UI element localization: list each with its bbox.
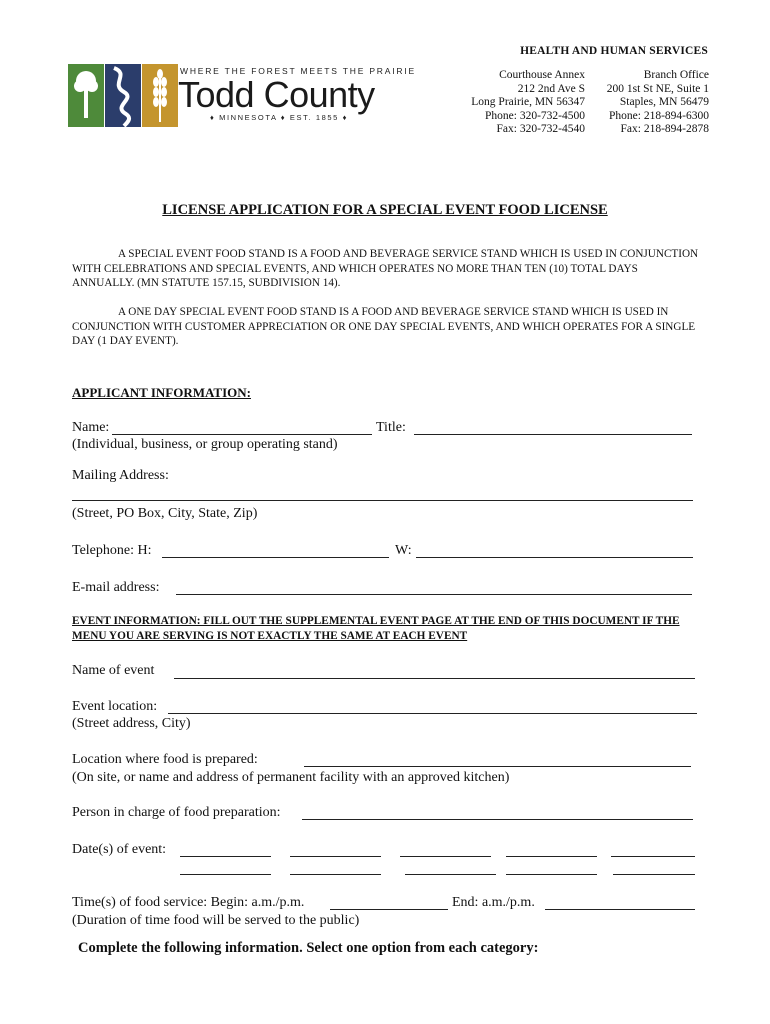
event-date-field[interactable] (613, 874, 695, 875)
courthouse-line: Phone: 320-732-4500 (485, 109, 585, 122)
courthouse-address (430, 69, 585, 137)
name-label: Name: (72, 420, 110, 435)
event-location-label: Event location: (72, 699, 158, 714)
branch-line: 200 1st St NE, Suite 1 (606, 82, 709, 95)
email-field[interactable] (176, 594, 692, 595)
title-field[interactable] (414, 434, 692, 435)
mailing-hint: (Street, PO Box, City, State, Zip) (72, 506, 258, 521)
event-location-hint: (Street address, City) (72, 716, 191, 731)
intro-text: A ONE DAY SPECIAL EVENT FOOD STAND IS A FOOD AND BEVERAGE SERVICE STAND WHICH IS USED IN CONJUNCTION WITH CUSTOMER APPRECIATION OR ONE DAY SPECIAL EVENTS, AND WHICH OPERATES FOR A SINGLE DAY (1 DAY EVENT). (72, 306, 696, 348)
event-date-field[interactable] (290, 856, 381, 857)
event-name-label: Name of event (72, 663, 155, 678)
event-date-field[interactable] (611, 856, 695, 857)
intro-paragraph-2 (72, 305, 702, 349)
time-begin-label: Time(s) of food service: Begin: a.m./p.m. (72, 895, 305, 910)
courthouse-line: Long Prairie, MN 56347 (471, 96, 585, 108)
time-hint: (Duration of time food will be served to the public) (72, 913, 360, 928)
title-label: Title: (376, 420, 406, 435)
mailing-address-field[interactable] (72, 500, 693, 501)
event-date-field[interactable] (180, 874, 271, 875)
event-date-field[interactable] (180, 856, 271, 857)
document-title: LICENSE APPLICATION FOR A SPECIAL EVENT FOOD LICENSE (162, 202, 608, 218)
event-date-field[interactable] (506, 856, 597, 857)
event-date-field[interactable] (506, 874, 597, 875)
intro-text: A SPECIAL EVENT FOOD STAND IS A FOOD AND BEVERAGE SERVICE STAND WHICH IS USED IN CONJUNCTION WITH CELEBRATIONS AND SPECIAL EVENTS, AND WHICH OPERATES NO MORE THAN TEN (10) TOTAL DAYS ANNUALLY. (MN STATUTE 157.15, SUBDIVISION 14). (72, 248, 699, 290)
time-end-field[interactable] (545, 909, 695, 910)
food-prepared-field[interactable] (304, 766, 691, 767)
department-heading: HEALTH AND HUMAN SERVICES (520, 45, 708, 57)
person-in-charge-label: Person in charge of food preparation: (72, 805, 281, 820)
mailing-label: Mailing Address: (72, 468, 169, 483)
food-prepared-label: Location where food is prepared: (72, 752, 258, 767)
telephone-home-label: Telephone: H: (72, 543, 152, 558)
branch-address (590, 69, 709, 137)
telephone-work-field[interactable] (416, 557, 693, 558)
branch-line: Staples, MN 56479 (619, 96, 709, 108)
telephone-home-field[interactable] (162, 557, 389, 558)
event-name-field[interactable] (174, 678, 695, 679)
name-field[interactable] (112, 434, 372, 435)
email-label: E-mail address: (72, 580, 160, 595)
courthouse-line: Fax: 320-732-4540 (496, 123, 585, 135)
time-end-label: End: a.m./p.m. (452, 895, 535, 910)
logo-name: Todd County (178, 74, 375, 115)
branch-line: Phone: 218-894-6300 (609, 109, 709, 122)
logo-subtitle: ♦ MINNESOTA ♦ EST. 1855 ♦ (210, 113, 349, 122)
logo-emblem-icon (68, 64, 178, 127)
applicant-heading: APPLICANT INFORMATION: (72, 385, 251, 400)
food-prepared-hint: (On site, or name and address of permanent facility with an approved kitchen) (72, 770, 510, 785)
event-date-field[interactable] (290, 874, 381, 875)
event-date-field[interactable] (400, 856, 491, 857)
name-hint: (Individual, business, or group operating stand) (72, 437, 338, 452)
event-location-field[interactable] (168, 713, 697, 714)
time-begin-field[interactable] (330, 909, 448, 910)
event-date-field[interactable] (405, 874, 496, 875)
person-in-charge-field[interactable] (302, 819, 693, 820)
branch-line: Branch Office (643, 69, 709, 81)
event-dates-label: Date(s) of event: (72, 842, 167, 857)
event-heading: EVENT INFORMATION: FILL OUT THE SUPPLEMENTAL EVENT PAGE AT THE END OF THIS DOCUMENT IF THE MENU YOU ARE SERVING IS NOT EXACTLY THE SAME AT EACH EVENT (72, 615, 680, 642)
logo-tagline: WHERE THE FOREST MEETS THE PRAIRIE (180, 66, 416, 76)
footer-instruction: Complete the following information. Select one option from each category: (78, 940, 539, 956)
courthouse-line: Courthouse Annex (499, 69, 585, 81)
telephone-work-label: W: (395, 543, 412, 558)
intro-paragraph-1 (72, 247, 702, 291)
branch-line: Fax: 218-894-2878 (620, 123, 709, 135)
courthouse-line: 212 2nd Ave S (517, 82, 585, 95)
